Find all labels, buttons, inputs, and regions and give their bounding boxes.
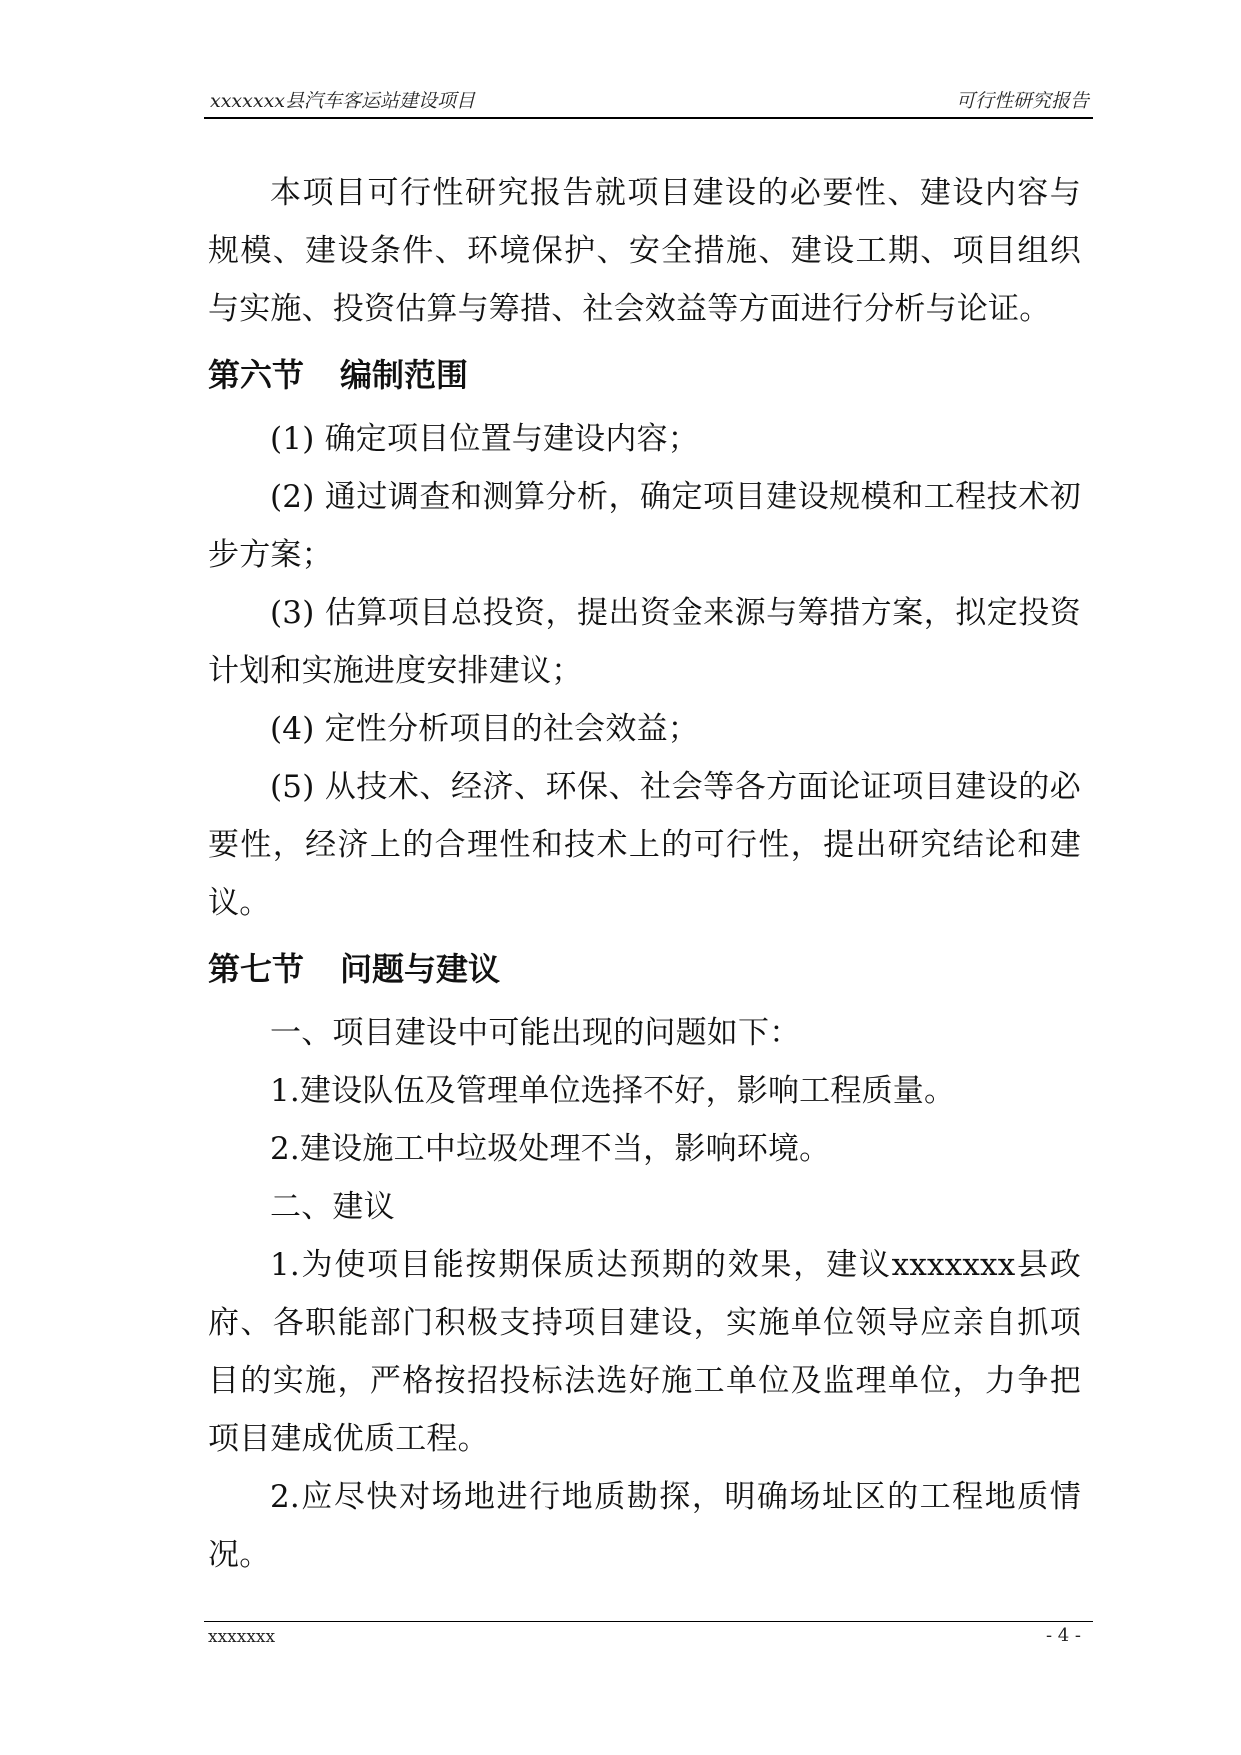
section-number: 第六节 [208, 356, 305, 394]
page-number: - 4 - [1045, 1625, 1081, 1646]
paragraph: 1.为使项目能按期保质达预期的效果，建议xxxxxxx县政府、各职能部门积极支持项目建设，实施单位领导应亲自抓项目的实施，严格按招投标法选好施工单位及监理单位，力争把项目建成优质工程。 [208, 1247, 1081, 1457]
list-item: (4) 定性分析项目的社会效益； [270, 711, 699, 747]
list-item: (5) 从技术、经济、环保、社会等各方面论证项目建设的必要性，经济上的合理性和技术上的可行性，提出研究结论和建议。 [208, 769, 1081, 921]
paragraph: 2.应尽快对场地进行地质勘探，明确场址区的工程地质情况。 [208, 1479, 1081, 1573]
section-heading-7 [208, 932, 1081, 1004]
paragraph: 一、项目建设中可能出现的问题如下： [270, 1015, 801, 1051]
footer-rule [204, 1621, 1093, 1622]
paragraph: 二、建议 [270, 1189, 395, 1225]
intro-paragraph: 本项目可行性研究报告就项目建设的必要性、建设内容与规模、建设条件、环境保护、安全措施、建设工期、项目组织与实施、投资估算与筹措、社会效益等方面进行分析与论证。 [208, 175, 1081, 327]
section-title: 编制范围 [340, 356, 469, 394]
section-title: 问题与建议 [340, 950, 501, 988]
paragraph: 2.建设施工中垃圾处理不当，影响环境。 [270, 1131, 831, 1167]
document-body [208, 164, 1081, 1584]
header-project-name: xxxxxxx县汽车客运站建设项目 [210, 90, 476, 112]
section-heading-6 [208, 338, 1081, 410]
list-item: (1) 确定项目位置与建设内容； [270, 421, 699, 457]
list-item: (2) 通过调查和测算分析，确定项目建设规模和工程技术初步方案； [208, 479, 1081, 573]
header-report-type: 可行性研究报告 [955, 90, 1089, 112]
footer-company: xxxxxxx [208, 1627, 276, 1647]
section-number: 第七节 [208, 950, 305, 988]
list-item: (3) 估算项目总投资，提出资金来源与筹措方案，拟定投资计划和实施进度安排建议； [208, 595, 1081, 689]
paragraph: 1.建设队伍及管理单位选择不好，影响工程质量。 [270, 1073, 956, 1109]
header-rule [204, 117, 1093, 119]
